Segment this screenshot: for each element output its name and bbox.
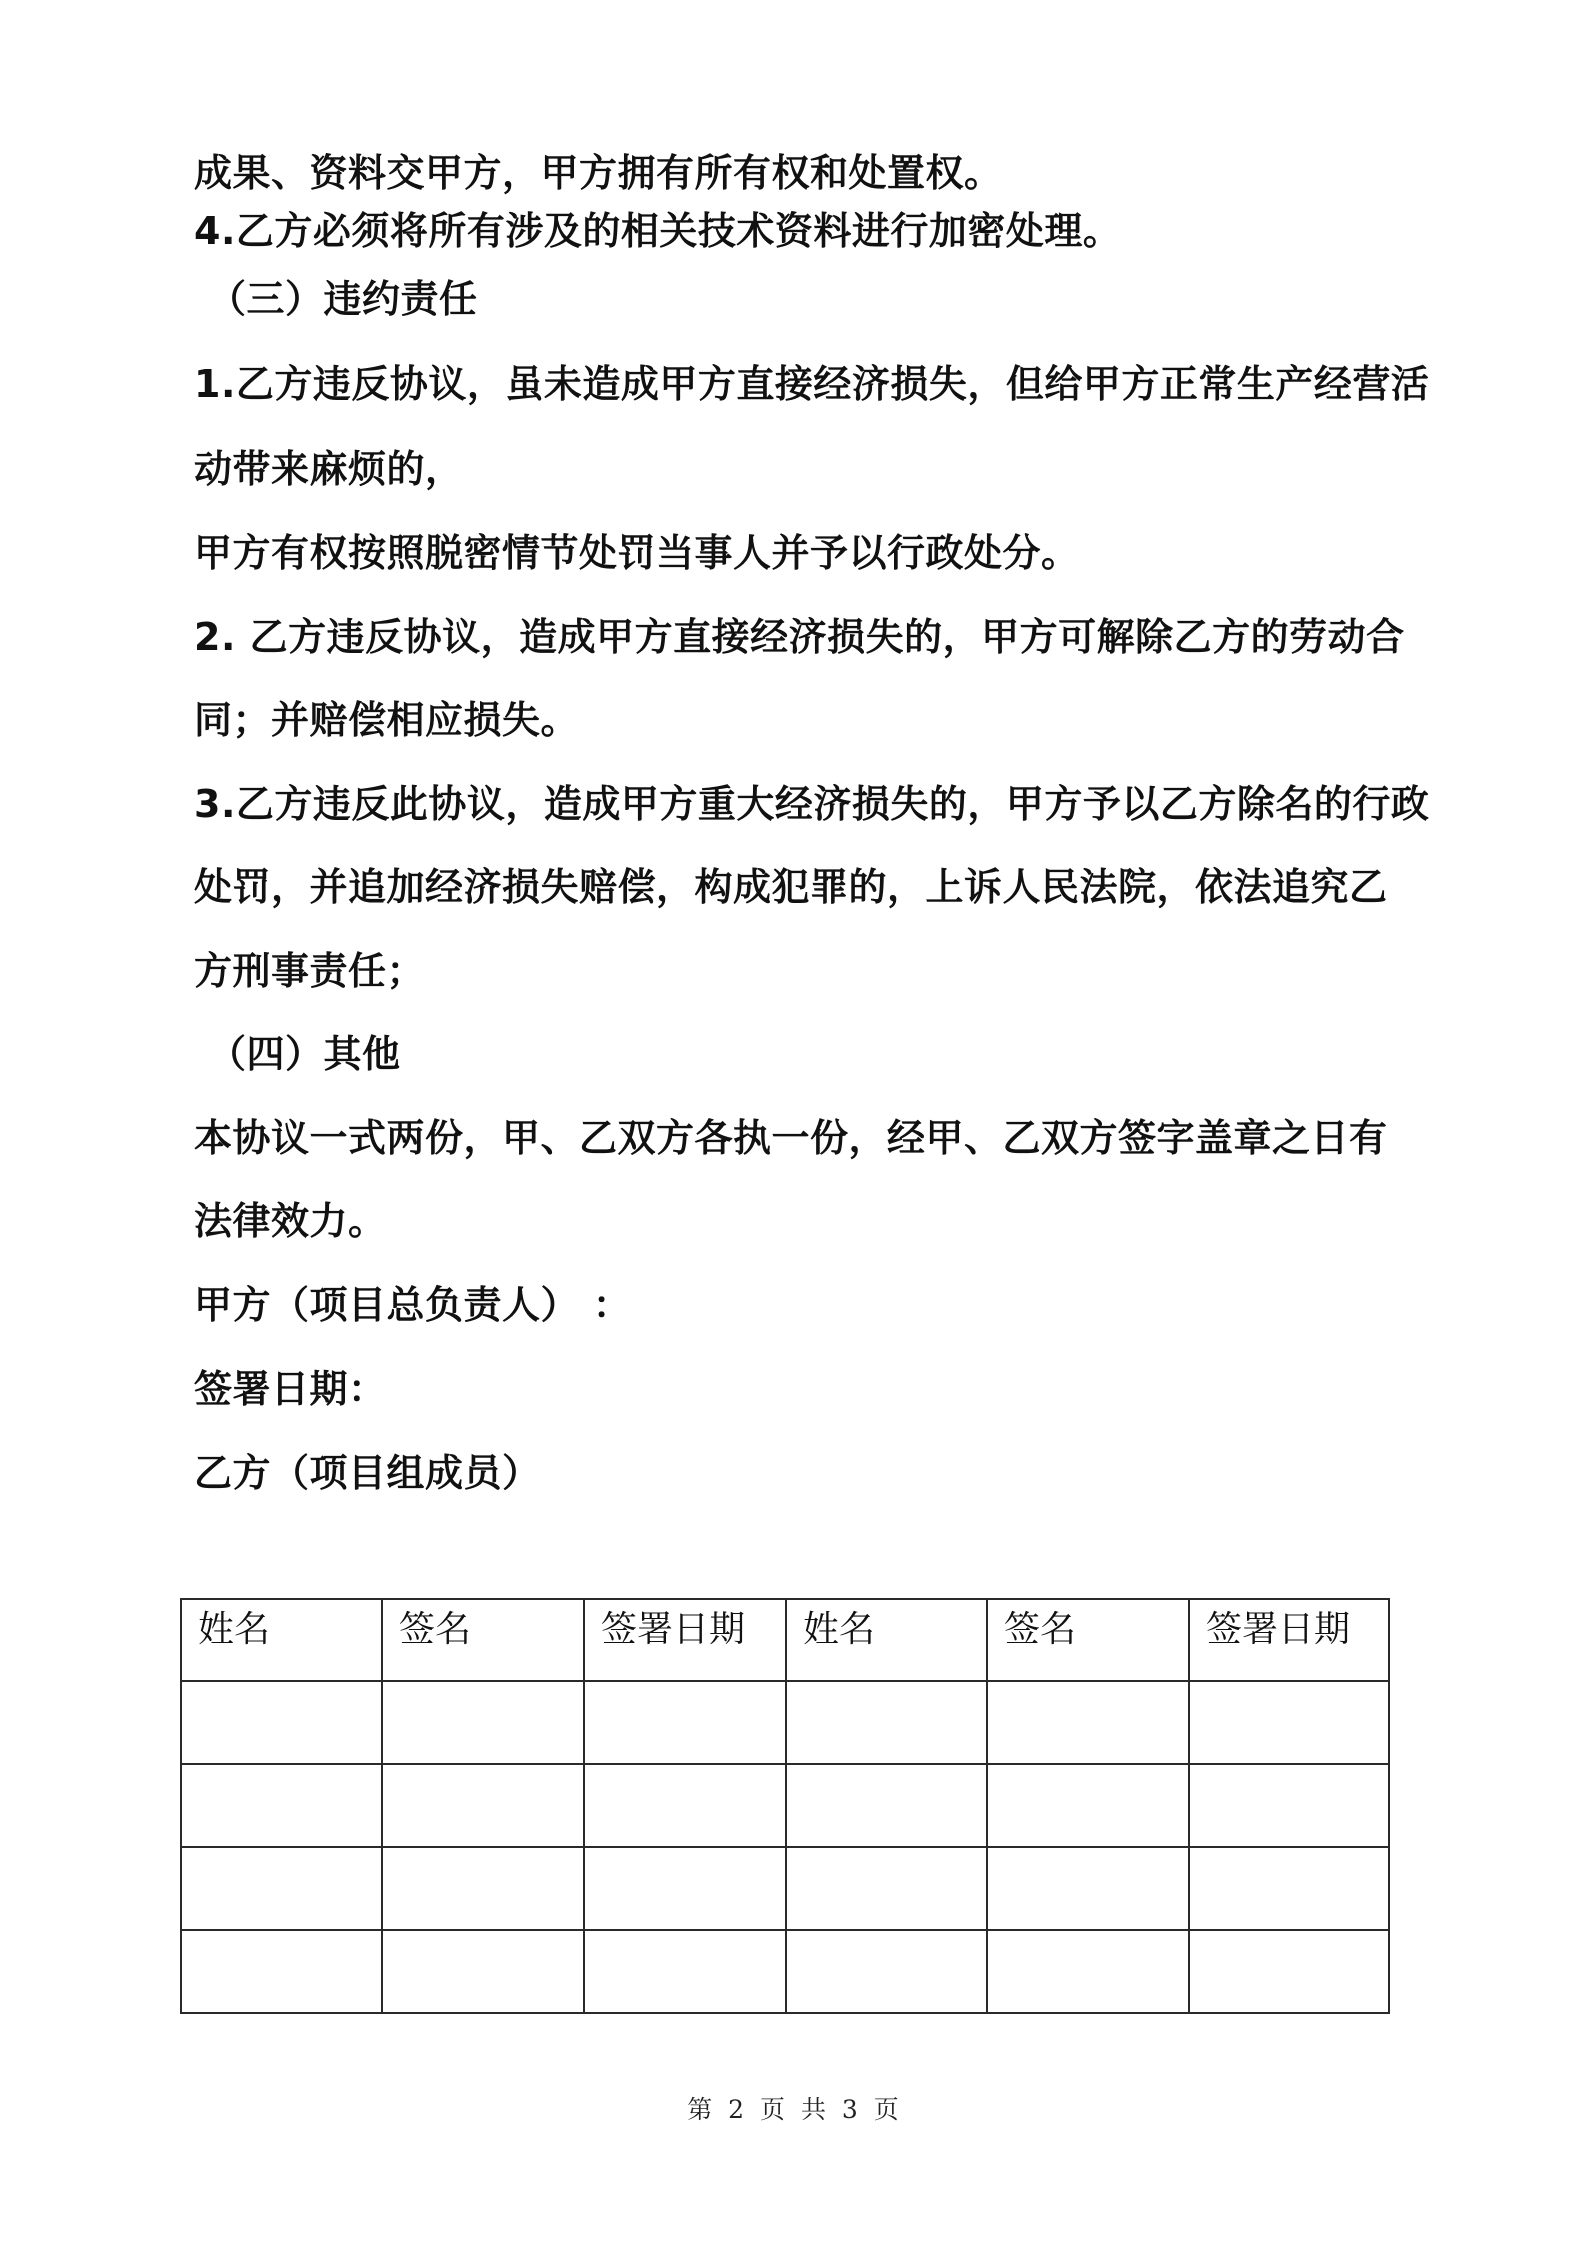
signing-date-label: 签署日期： — [194, 1367, 387, 1411]
body-text-line: 本协议一式两份，甲、乙双方各执一份，经甲、乙双方签字盖章之日有 — [194, 1116, 1388, 1160]
table-row — [181, 1681, 1389, 1764]
table-cell — [1189, 1764, 1389, 1847]
table-cell — [1189, 1847, 1389, 1930]
body-text-line: 方刑事责任； — [194, 949, 426, 993]
table-cell — [1189, 1681, 1389, 1764]
table-cell — [584, 1930, 786, 2013]
table-cell — [181, 1764, 382, 1847]
table-cell — [181, 1681, 382, 1764]
table-cell — [584, 1681, 786, 1764]
party-a-signature-label: 甲方（项目总负责人） ： — [194, 1283, 632, 1327]
section-heading-breach: （三）违约责任 — [208, 277, 478, 321]
body-text-line: 1.乙方违反协议，虽未造成甲方直接经济损失，但给甲方正常生产经营活 — [194, 362, 1430, 406]
table-cell — [786, 1847, 987, 1930]
body-text-line: 3.乙方违反此协议，造成甲方重大经济损失的，甲方予以乙方除名的行政 — [194, 782, 1430, 826]
table-cell — [382, 1930, 584, 2013]
table-row — [181, 1764, 1389, 1847]
table-cell — [181, 1847, 382, 1930]
table-row — [181, 1847, 1389, 1930]
table-cell — [987, 1764, 1189, 1847]
table-cell — [786, 1681, 987, 1764]
section-heading-other: （四）其他 — [208, 1032, 401, 1076]
table-cell — [584, 1764, 786, 1847]
body-text-line: 2. 乙方违反协议，造成甲方直接经济损失的，甲方可解除乙方的劳动合 — [194, 615, 1405, 659]
header-name: 姓名 — [181, 1599, 382, 1681]
table-cell — [382, 1764, 584, 1847]
header-signature: 签名 — [382, 1599, 584, 1681]
header-signing-date: 签署日期 — [584, 1599, 786, 1681]
table-cell — [786, 1764, 987, 1847]
table-cell — [1189, 1930, 1389, 2013]
page-number-footer: 第 2 页 共 3 页 — [687, 2095, 899, 2124]
table-cell — [987, 1847, 1189, 1930]
body-text-line: 甲方有权按照脱密情节处罚当事人并予以行政处分。 — [194, 531, 1080, 575]
party-b-label: 乙方（项目组成员） — [194, 1451, 541, 1495]
table-cell — [987, 1681, 1189, 1764]
table-row — [181, 1930, 1389, 2013]
body-text-line: 同；并赔偿相应损失。 — [194, 698, 580, 742]
table-cell — [382, 1681, 584, 1764]
table-cell — [181, 1930, 382, 2013]
body-text-line: 动带来麻烦的， — [194, 447, 464, 491]
body-text-line: 4.乙方必须将所有涉及的相关技术资料进行加密处理。 — [194, 209, 1122, 253]
table-cell — [786, 1930, 987, 2013]
signature-table — [180, 1598, 1390, 2014]
table-header-row — [181, 1599, 1389, 1681]
table-cell — [987, 1930, 1189, 2013]
header-signing-date: 签署日期 — [1189, 1599, 1389, 1681]
table-cell — [584, 1847, 786, 1930]
table-cell — [382, 1847, 584, 1930]
header-name: 姓名 — [786, 1599, 987, 1681]
header-signature: 签名 — [987, 1599, 1189, 1681]
body-text-line: 法律效力。 — [194, 1199, 387, 1243]
body-text-line: 成果、资料交甲方，甲方拥有所有权和处置权。 — [194, 151, 1003, 195]
body-text-line: 处罚，并追加经济损失赔偿，构成犯罪的，上诉人民法院，依法追究乙 — [194, 865, 1388, 909]
